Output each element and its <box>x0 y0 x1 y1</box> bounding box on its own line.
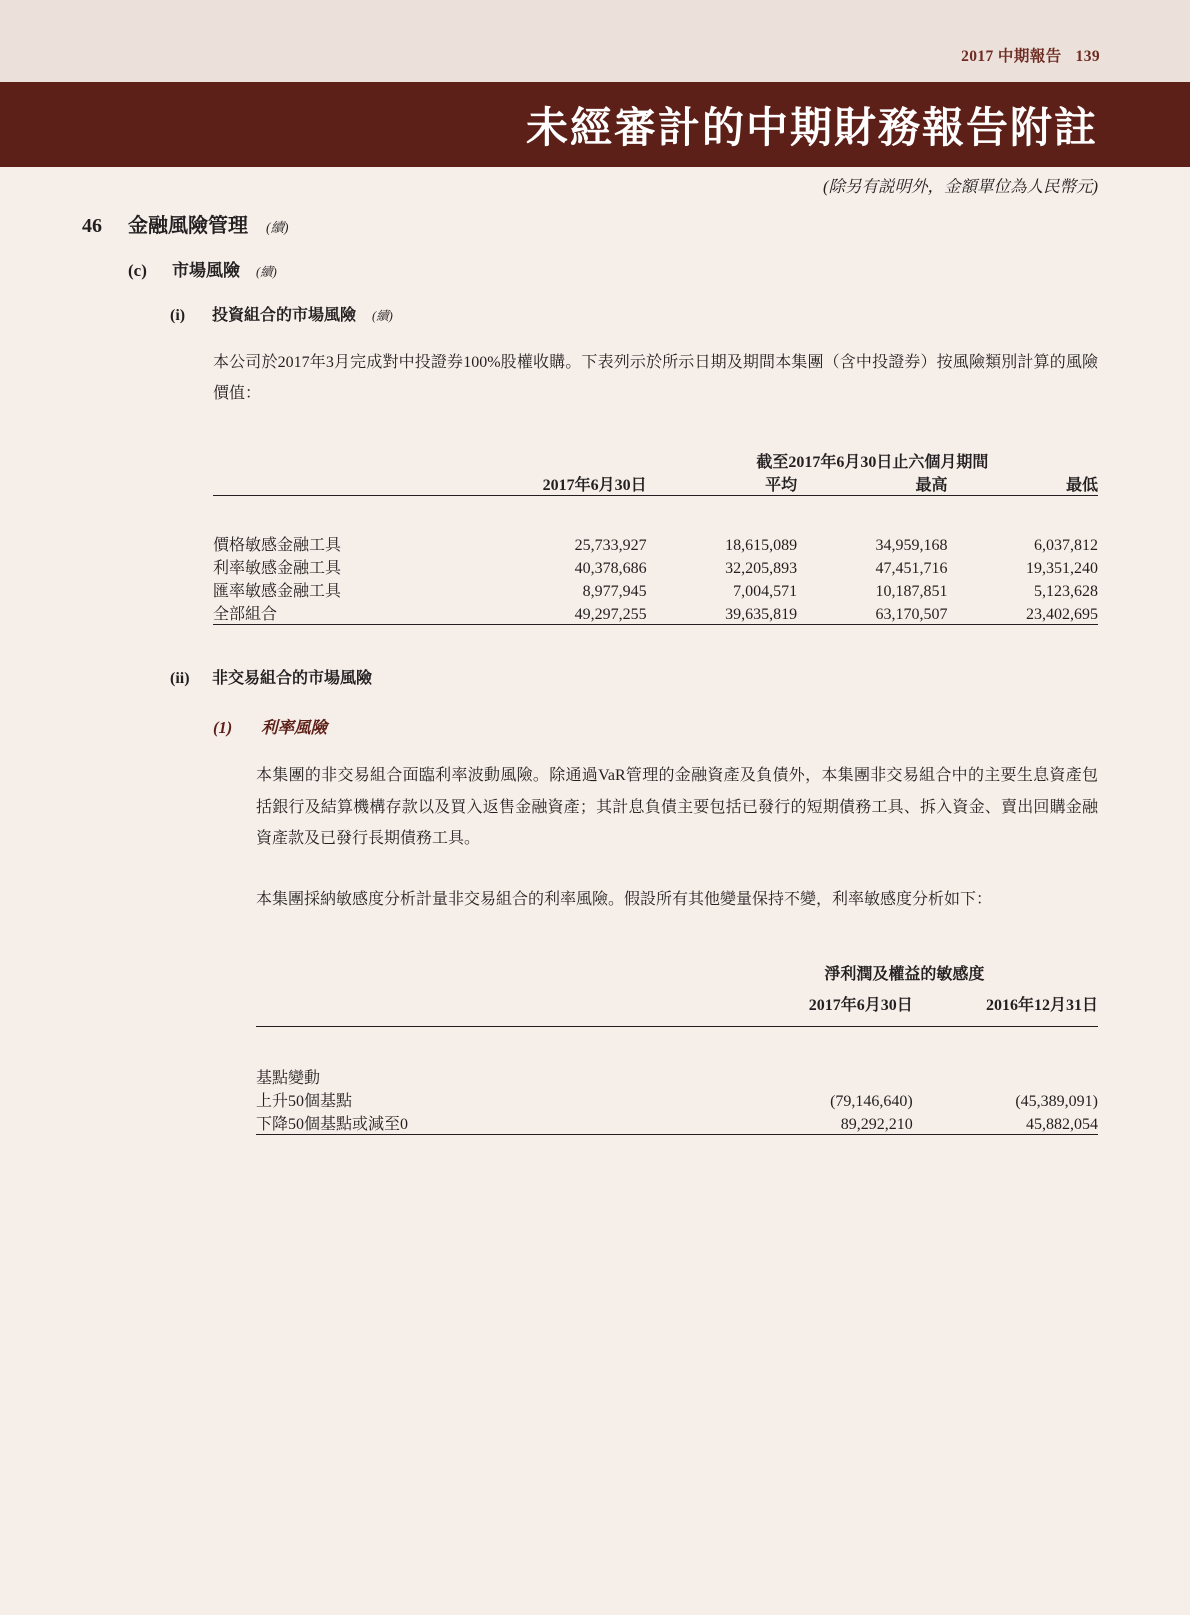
var-table <box>213 449 1098 625</box>
var-table-spacer <box>213 496 1098 533</box>
var-col-header-3: 最低 <box>1065 477 1098 495</box>
var-row-3-val-0: 49,297,255 <box>574 606 647 624</box>
sensitivity-row-0-label: 上升50個基點 <box>256 1093 353 1111</box>
var-row-3-val-3: 23,402,695 <box>1026 606 1098 624</box>
sensitivity-section-label-row <box>256 1065 1098 1088</box>
var-row-3-val-2: 63,170,507 <box>875 606 948 624</box>
note-title: 金融風險管理 <box>128 215 248 237</box>
sensitivity-table <box>256 961 1098 1135</box>
var-table-group-header-row <box>213 449 1098 472</box>
var-row-1-val-3: 19,351,240 <box>1026 560 1098 578</box>
subsection-c-title: 市場風險 <box>172 261 240 280</box>
subsection-c-continued-marker: (續) <box>256 265 277 279</box>
subsection-c-heading <box>128 256 1190 281</box>
subsection-ii-title: 非交易組合的市場風險 <box>212 670 373 688</box>
title-band <box>0 82 1190 167</box>
note-continued-marker: (續) <box>266 220 289 235</box>
subsection-1-heading <box>213 714 1190 738</box>
sensitivity-row-1-val-0: 89,292,210 <box>840 1116 913 1134</box>
sensitivity-group-header: 淨利潤及權益的敏感度 <box>824 966 985 984</box>
note-number: 46 <box>82 215 102 237</box>
header-page-indicator <box>961 44 1100 66</box>
table-row <box>213 555 1098 578</box>
var-row-0-val-2: 34,959,168 <box>875 537 948 555</box>
currency-note: (除另有説明外，金額單位為人民幣元) <box>823 177 1098 196</box>
subsection-i-title: 投資組合的市場風險 <box>212 307 357 324</box>
var-col-header-1: 平均 <box>765 477 798 495</box>
sensitivity-table-wrapper <box>256 961 1098 1135</box>
sensitivity-row-1-label: 下降50個基點或減至0 <box>256 1116 409 1134</box>
var-row-1-label: 利率敏感金融工具 <box>213 560 342 578</box>
var-row-2-val-1: 7,004,571 <box>733 583 798 601</box>
var-row-3-label: 全部組合 <box>213 606 278 624</box>
var-col-header-2: 最高 <box>915 477 948 495</box>
note-heading <box>82 209 1190 238</box>
page-title: 未經審計的中期財務報告附註 <box>525 105 1098 152</box>
header-report-label: 2017 中期報告 <box>961 48 1062 65</box>
var-row-3-val-1: 39,635,819 <box>725 606 798 624</box>
var-row-2-label: 匯率敏感金融工具 <box>213 583 342 601</box>
sensitivity-table-spacer <box>256 1027 1098 1066</box>
var-table-group-header: 截至2017年6月30日止六個月期間 <box>756 454 989 472</box>
page-header <box>0 0 1190 82</box>
subsection-1-title: 利率風險 <box>261 718 327 738</box>
var-col-header-0: 2017年6月30日 <box>542 477 647 495</box>
var-row-1-val-1: 32,205,893 <box>725 560 798 578</box>
sensitivity-table-bottom-rule <box>256 1134 1098 1135</box>
subsection-i-label: (i) <box>170 307 186 324</box>
var-table-column-header-row <box>213 472 1098 495</box>
var-row-2-val-0: 8,977,945 <box>582 583 647 601</box>
var-row-0-label: 價格敏感金融工具 <box>213 537 342 555</box>
sensitivity-section-label: 基點變動 <box>256 1070 321 1088</box>
sensitivity-column-header-row <box>256 992 1098 1026</box>
paragraph-interest-rate-risk-1: 本集團的非交易組合面臨利率波動風險。除通過VaR管理的金融資產及負債外，本集團非交易組合中的主要生息資產包括銀行及結算機構存款以及買入返售金融資產；其計息負債主要包括已發行的短期債務工具、拆入資金、賣出回購金融資產款及已發行長期債務工具。 <box>256 767 1098 847</box>
subsection-ii-heading <box>170 665 1190 688</box>
subsection-i-heading <box>170 302 1190 325</box>
var-row-2-val-3: 5,123,628 <box>1034 583 1098 601</box>
document-content <box>0 167 1190 1135</box>
sensitivity-row-0-val-1: (45,389,091) <box>1015 1093 1098 1111</box>
subsection-i-continued-marker: (續) <box>372 309 393 323</box>
sensitivity-group-header-row <box>256 961 1098 992</box>
var-row-0-val-1: 18,615,089 <box>725 537 798 555</box>
subsection-ii-label: (ii) <box>170 670 190 688</box>
sensitivity-row-1-val-1: 45,882,054 <box>1026 1116 1098 1134</box>
var-row-0-val-3: 6,037,812 <box>1034 537 1098 555</box>
var-row-2-val-2: 10,187,851 <box>875 583 948 601</box>
table-row <box>213 578 1098 601</box>
paragraph-portfolio-var: 本公司於2017年3月完成對中投證券100%股權收購。下表列示於所示日期及期間本集團（含中投證券）按風險類別計算的風險價值： <box>213 354 1098 403</box>
paragraph-interest-rate-risk-2: 本集團採納敏感度分析計量非交易組合的利率風險。假設所有其他變量保持不變，利率敏感度分析如下： <box>256 890 993 908</box>
table-row <box>213 532 1098 555</box>
var-row-0-val-0: 25,733,927 <box>574 537 647 555</box>
var-row-1-val-2: 47,451,716 <box>875 560 948 578</box>
sensitivity-col-header-1: 2016年12月31日 <box>985 997 1098 1015</box>
var-table-wrapper <box>213 449 1098 625</box>
subsection-c-label: (c) <box>128 261 147 280</box>
sensitivity-row-0-val-0: (79,146,640) <box>830 1093 913 1111</box>
table-row <box>256 1088 1098 1111</box>
var-row-1-val-0: 40,378,686 <box>574 560 647 578</box>
table-row <box>213 601 1098 624</box>
sensitivity-col-header-0: 2017年6月30日 <box>808 997 913 1015</box>
subsection-1-label: (1) <box>213 718 233 738</box>
var-table-bottom-rule <box>213 624 1098 625</box>
header-page-number: 139 <box>1075 48 1100 65</box>
table-row <box>256 1111 1098 1134</box>
